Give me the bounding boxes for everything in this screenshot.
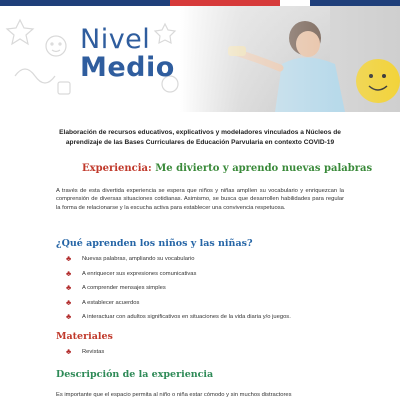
club-bullet-icon: ♣ (66, 347, 72, 357)
title-medio: Medio (80, 52, 175, 83)
list-item-text: Revistas (82, 349, 105, 356)
experience-label: Experiencia: (82, 163, 152, 174)
title-nivel: Nivel (80, 24, 151, 55)
description-first-line: Es importante que el espacio permita al niño o niña estar cómodo y sin muchos distractores (56, 392, 292, 398)
list-item (66, 296, 291, 311)
list-item-text: Nuevas palabras, ampliando su vocabulario (82, 256, 195, 263)
experience-title (82, 163, 373, 174)
list-item-text: A enriquecer sus expresiones comunicativas (82, 270, 197, 277)
learn-heading: ¿Qué aprenden los niños y las niñas? (56, 238, 253, 249)
list-item (66, 345, 104, 360)
intro-paragraph: A través de esta divertida experiencia se espera que niños y niñas amplíen su vocabulario y enriquezcan la comprensión de diversas situaciones cotidianas. Asimismo, se busca que desarrollen habilidades para regular la forma de relacionarse y la escucha activa para establecer una convivencia respetuosa. (56, 188, 344, 211)
materials-list (66, 345, 104, 360)
experience-name: Me divierto y aprendo nuevas palabras (155, 163, 373, 174)
materials-heading: Materiales (56, 331, 113, 342)
club-bullet-icon: ♣ (66, 283, 72, 293)
header-banner (0, 6, 400, 112)
learn-list (66, 252, 291, 325)
list-item-text: A establecer acuerdos (82, 299, 140, 306)
list-item-text: A comprender mensajes simples (82, 285, 166, 292)
document-subtitle: Elaboración de recursos educativos, explicativos y modeladores vinculados a Núcleos de aprendizaje de las Bases Curriculares de Educación Parvularia en contexto COVID-19 (59, 129, 341, 146)
club-bullet-icon: ♣ (66, 312, 72, 322)
list-item-text: A interactuar con adultos significativos en situaciones de la vida diaria y/o juegos. (82, 314, 291, 321)
list-item (66, 252, 291, 267)
banner-illustration (0, 6, 400, 112)
club-bullet-icon: ♣ (66, 297, 72, 307)
list-item (66, 267, 291, 282)
list-item (66, 310, 291, 325)
list-item (66, 281, 291, 296)
club-bullet-icon: ♣ (66, 254, 72, 264)
description-heading: Descripción de la experiencia (56, 369, 214, 380)
title-block (80, 26, 175, 82)
club-bullet-icon: ♣ (66, 268, 72, 278)
